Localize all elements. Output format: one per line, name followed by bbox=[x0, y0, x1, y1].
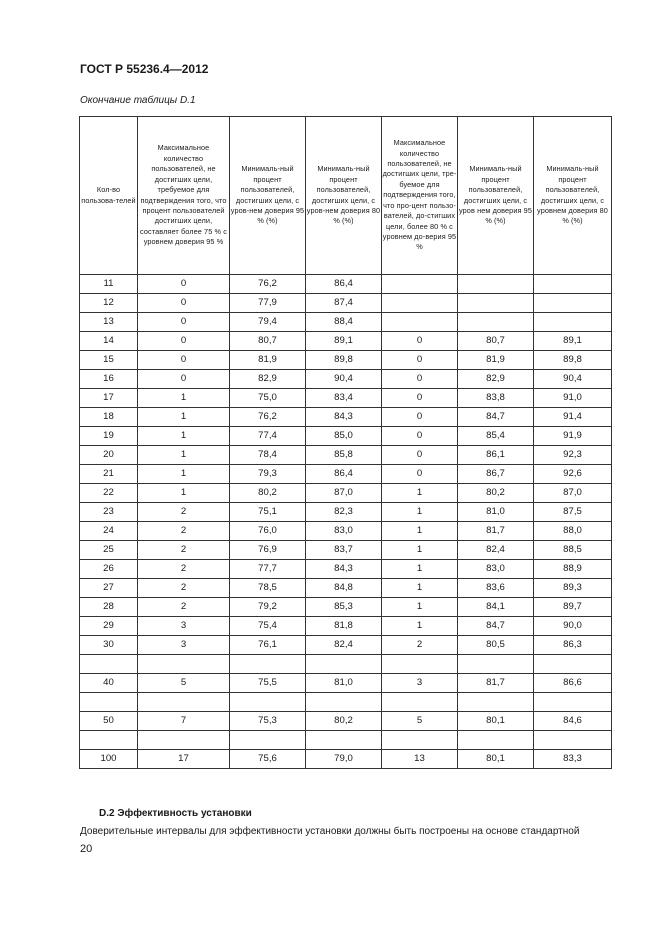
table-cell: 88,5 bbox=[534, 541, 612, 560]
table-cell: 2 bbox=[138, 560, 230, 579]
table-row bbox=[80, 503, 612, 522]
table-cell bbox=[458, 693, 534, 712]
table-cell bbox=[534, 313, 612, 332]
table-cell: 2 bbox=[138, 503, 230, 522]
table-cell bbox=[138, 693, 230, 712]
table-cell: 3 bbox=[138, 617, 230, 636]
table-row bbox=[80, 693, 612, 712]
table-row bbox=[80, 484, 612, 503]
data-table bbox=[79, 116, 612, 769]
table-cell: 0 bbox=[138, 294, 230, 313]
table-cell: 0 bbox=[382, 408, 458, 427]
table-cell: 18 bbox=[80, 408, 138, 427]
table-cell: 92,3 bbox=[534, 446, 612, 465]
table-cell bbox=[534, 275, 612, 294]
table-cell: 79,2 bbox=[230, 598, 306, 617]
table-cell: 81,0 bbox=[458, 503, 534, 522]
table-cell bbox=[534, 693, 612, 712]
table-cell: 100 bbox=[80, 750, 138, 769]
table-cell: 84,7 bbox=[458, 617, 534, 636]
table-cell: 87,0 bbox=[534, 484, 612, 503]
table-cell: 81,9 bbox=[230, 351, 306, 370]
table-caption: Окончание таблицы D.1 bbox=[80, 95, 196, 106]
table-cell: 75,4 bbox=[230, 617, 306, 636]
table-cell bbox=[458, 655, 534, 674]
table-cell: 50 bbox=[80, 712, 138, 731]
table-cell: 1 bbox=[382, 484, 458, 503]
table-cell: 89,8 bbox=[534, 351, 612, 370]
table-cell: 0 bbox=[382, 427, 458, 446]
table-cell: 83,7 bbox=[306, 541, 382, 560]
table-cell: 0 bbox=[382, 351, 458, 370]
table-cell: 92,6 bbox=[534, 465, 612, 484]
table-cell: 20 bbox=[80, 446, 138, 465]
document-code: ГОСТ Р 55236.4—2012 bbox=[80, 62, 209, 76]
table-cell bbox=[306, 731, 382, 750]
table-cell: 1 bbox=[382, 598, 458, 617]
table-cell: 0 bbox=[382, 332, 458, 351]
table-cell: 11 bbox=[80, 275, 138, 294]
table-cell bbox=[458, 294, 534, 313]
table-cell: 3 bbox=[138, 636, 230, 655]
table-cell: 75,5 bbox=[230, 674, 306, 693]
table-cell: 7 bbox=[138, 712, 230, 731]
table-row bbox=[80, 598, 612, 617]
table-cell: 77,7 bbox=[230, 560, 306, 579]
table-cell: 82,4 bbox=[306, 636, 382, 655]
table-cell: 87,4 bbox=[306, 294, 382, 313]
table-cell: 91,9 bbox=[534, 427, 612, 446]
table-row bbox=[80, 617, 612, 636]
table-cell: 83,0 bbox=[306, 522, 382, 541]
table-cell: 30 bbox=[80, 636, 138, 655]
table-cell: 86,1 bbox=[458, 446, 534, 465]
table-cell bbox=[80, 693, 138, 712]
table-cell: 79,3 bbox=[230, 465, 306, 484]
section-paragraph: Доверительные интервалы для эффективности установки должны быть построены на основе стандартной bbox=[80, 826, 580, 837]
table-row bbox=[80, 408, 612, 427]
table-cell: 1 bbox=[382, 503, 458, 522]
table-cell: 80,2 bbox=[230, 484, 306, 503]
table-cell: 1 bbox=[382, 579, 458, 598]
table-cell bbox=[382, 731, 458, 750]
table-cell: 1 bbox=[138, 427, 230, 446]
table-cell bbox=[382, 693, 458, 712]
page-number: 20 bbox=[80, 843, 93, 855]
table-cell: 0 bbox=[382, 446, 458, 465]
column-header: Минималь-ный процент пользователей, достигших цели, с уров нем доверия 95 % (%) bbox=[458, 117, 534, 275]
table-cell: 81,9 bbox=[458, 351, 534, 370]
table-cell: 25 bbox=[80, 541, 138, 560]
table-cell: 84,6 bbox=[534, 712, 612, 731]
table-cell: 77,4 bbox=[230, 427, 306, 446]
table-cell bbox=[534, 294, 612, 313]
table-cell: 88,0 bbox=[534, 522, 612, 541]
table-cell: 26 bbox=[80, 560, 138, 579]
table-cell: 2 bbox=[138, 522, 230, 541]
table-cell: 1 bbox=[382, 541, 458, 560]
table-cell: 80,7 bbox=[230, 332, 306, 351]
table-cell: 1 bbox=[382, 522, 458, 541]
table-cell: 14 bbox=[80, 332, 138, 351]
table-cell: 13 bbox=[382, 750, 458, 769]
table-cell: 79,4 bbox=[230, 313, 306, 332]
table-row bbox=[80, 712, 612, 731]
table-cell: 0 bbox=[138, 275, 230, 294]
table-cell: 81,8 bbox=[306, 617, 382, 636]
table-cell: 77,9 bbox=[230, 294, 306, 313]
table-row bbox=[80, 465, 612, 484]
table-cell bbox=[534, 731, 612, 750]
table-cell: 86,4 bbox=[306, 275, 382, 294]
table-row bbox=[80, 541, 612, 560]
table-cell: 83,3 bbox=[534, 750, 612, 769]
table-cell bbox=[382, 655, 458, 674]
table-cell: 75,6 bbox=[230, 750, 306, 769]
table-cell bbox=[138, 731, 230, 750]
table-cell: 27 bbox=[80, 579, 138, 598]
table-row bbox=[80, 370, 612, 389]
table-cell: 76,2 bbox=[230, 408, 306, 427]
table-cell: 81,7 bbox=[458, 522, 534, 541]
table-cell: 87,5 bbox=[534, 503, 612, 522]
table-cell bbox=[382, 313, 458, 332]
table-cell: 5 bbox=[138, 674, 230, 693]
table-cell: 82,9 bbox=[230, 370, 306, 389]
table-cell: 84,8 bbox=[306, 579, 382, 598]
table-cell bbox=[382, 294, 458, 313]
table-cell: 86,6 bbox=[534, 674, 612, 693]
table-cell: 0 bbox=[138, 370, 230, 389]
table-cell: 85,3 bbox=[306, 598, 382, 617]
table-row bbox=[80, 731, 612, 750]
table-cell: 83,6 bbox=[458, 579, 534, 598]
table-cell bbox=[458, 731, 534, 750]
column-header: Минималь-ный процент пользователей, достигших цели, с уровнем доверия 80 % (%) bbox=[534, 117, 612, 275]
table-cell: 24 bbox=[80, 522, 138, 541]
table-cell: 78,5 bbox=[230, 579, 306, 598]
table-cell: 82,3 bbox=[306, 503, 382, 522]
table-cell: 88,9 bbox=[534, 560, 612, 579]
table-cell: 85,0 bbox=[306, 427, 382, 446]
table-cell: 89,3 bbox=[534, 579, 612, 598]
table-cell: 82,4 bbox=[458, 541, 534, 560]
table-cell bbox=[138, 655, 230, 674]
table-cell: 76,2 bbox=[230, 275, 306, 294]
table-row bbox=[80, 427, 612, 446]
column-header: Максимальное количество пользователей, не достигших цели, требуемое для подтверждения того, что процент пользователей достигших цели, составляет более 75 % с уровнем доверия 95 % bbox=[138, 117, 230, 275]
table-cell: 80,7 bbox=[458, 332, 534, 351]
table-cell: 84,3 bbox=[306, 560, 382, 579]
column-header: Минималь-ный процент пользователей, достигших цели, с уров-нем доверия 95 % (%) bbox=[230, 117, 306, 275]
table-cell bbox=[80, 731, 138, 750]
table-cell: 3 bbox=[382, 674, 458, 693]
table-cell: 89,7 bbox=[534, 598, 612, 617]
table-cell: 29 bbox=[80, 617, 138, 636]
table-cell: 86,7 bbox=[458, 465, 534, 484]
table-cell bbox=[230, 655, 306, 674]
table-cell: 86,4 bbox=[306, 465, 382, 484]
column-header: Минималь-ный процент пользователей, достигших цели, с уров-нем доверия 80 % (%) bbox=[306, 117, 382, 275]
table-cell: 80,2 bbox=[458, 484, 534, 503]
table-cell: 2 bbox=[138, 541, 230, 560]
table-cell: 90,4 bbox=[534, 370, 612, 389]
table-row bbox=[80, 636, 612, 655]
table-cell bbox=[306, 655, 382, 674]
table-cell bbox=[230, 693, 306, 712]
table-cell: 12 bbox=[80, 294, 138, 313]
table-row bbox=[80, 294, 612, 313]
table-cell: 76,1 bbox=[230, 636, 306, 655]
table-cell: 17 bbox=[138, 750, 230, 769]
table-cell: 81,7 bbox=[458, 674, 534, 693]
table-row bbox=[80, 313, 612, 332]
table-row bbox=[80, 579, 612, 598]
table-row bbox=[80, 674, 612, 693]
table-cell: 1 bbox=[138, 408, 230, 427]
table-row bbox=[80, 522, 612, 541]
table-cell: 0 bbox=[138, 351, 230, 370]
table-cell: 22 bbox=[80, 484, 138, 503]
table-cell bbox=[230, 731, 306, 750]
table-cell: 83,8 bbox=[458, 389, 534, 408]
table-cell: 86,3 bbox=[534, 636, 612, 655]
table-cell bbox=[458, 275, 534, 294]
table-cell: 13 bbox=[80, 313, 138, 332]
table-cell: 78,4 bbox=[230, 446, 306, 465]
table-cell: 75,3 bbox=[230, 712, 306, 731]
table-cell: 1 bbox=[382, 560, 458, 579]
table-row bbox=[80, 560, 612, 579]
table-cell bbox=[306, 693, 382, 712]
table-cell: 16 bbox=[80, 370, 138, 389]
table-cell: 0 bbox=[382, 389, 458, 408]
table-cell: 85,8 bbox=[306, 446, 382, 465]
table-cell: 2 bbox=[382, 636, 458, 655]
table-cell: 84,3 bbox=[306, 408, 382, 427]
column-header: Максимальное количество пользователей, не достигших цели, тре-буемое для подтверждения того, что про-цент пользо-вателей, до-стигших цели, более 80 % с уровнем до-верия 95 % bbox=[382, 117, 458, 275]
table-cell: 81,0 bbox=[306, 674, 382, 693]
table-cell: 85,4 bbox=[458, 427, 534, 446]
table-cell: 83,0 bbox=[458, 560, 534, 579]
table-cell: 40 bbox=[80, 674, 138, 693]
table-cell: 0 bbox=[138, 332, 230, 351]
table-row bbox=[80, 446, 612, 465]
table-cell: 17 bbox=[80, 389, 138, 408]
table-cell bbox=[80, 655, 138, 674]
table-cell: 80,2 bbox=[306, 712, 382, 731]
table-cell: 1 bbox=[138, 484, 230, 503]
table-cell: 2 bbox=[138, 579, 230, 598]
table-body bbox=[80, 275, 612, 769]
table-cell: 2 bbox=[138, 598, 230, 617]
table-cell: 1 bbox=[138, 446, 230, 465]
table-cell: 89,1 bbox=[534, 332, 612, 351]
table-row bbox=[80, 275, 612, 294]
table-cell: 23 bbox=[80, 503, 138, 522]
table-cell: 0 bbox=[382, 465, 458, 484]
table-cell: 76,0 bbox=[230, 522, 306, 541]
table-row bbox=[80, 389, 612, 408]
table-cell: 91,0 bbox=[534, 389, 612, 408]
table-cell: 90,4 bbox=[306, 370, 382, 389]
table-cell: 19 bbox=[80, 427, 138, 446]
table-cell: 80,5 bbox=[458, 636, 534, 655]
table-cell bbox=[534, 655, 612, 674]
table-cell: 84,1 bbox=[458, 598, 534, 617]
table-row bbox=[80, 332, 612, 351]
table-cell: 1 bbox=[138, 389, 230, 408]
table-cell: 15 bbox=[80, 351, 138, 370]
table-header-row bbox=[80, 117, 612, 275]
table-cell: 87,0 bbox=[306, 484, 382, 503]
table-row bbox=[80, 351, 612, 370]
table-cell: 89,1 bbox=[306, 332, 382, 351]
table-cell: 75,0 bbox=[230, 389, 306, 408]
column-header: Кол-во пользова-телей bbox=[80, 117, 138, 275]
table-cell: 91,4 bbox=[534, 408, 612, 427]
table-cell: 80,1 bbox=[458, 712, 534, 731]
table-cell: 88,4 bbox=[306, 313, 382, 332]
table-cell: 0 bbox=[382, 370, 458, 389]
table-cell: 75,1 bbox=[230, 503, 306, 522]
table-cell bbox=[382, 275, 458, 294]
table-cell: 90,0 bbox=[534, 617, 612, 636]
table-cell: 83,4 bbox=[306, 389, 382, 408]
table-cell: 5 bbox=[382, 712, 458, 731]
table-cell: 79,0 bbox=[306, 750, 382, 769]
table-cell: 82,9 bbox=[458, 370, 534, 389]
table-cell: 0 bbox=[138, 313, 230, 332]
section-title: D.2 Эффективность установки bbox=[99, 808, 252, 819]
table-cell: 76,9 bbox=[230, 541, 306, 560]
table-cell bbox=[458, 313, 534, 332]
table-cell: 1 bbox=[138, 465, 230, 484]
table-cell: 1 bbox=[382, 617, 458, 636]
table-row bbox=[80, 655, 612, 674]
table-cell: 28 bbox=[80, 598, 138, 617]
table-cell: 84,7 bbox=[458, 408, 534, 427]
table-cell: 80,1 bbox=[458, 750, 534, 769]
table-row bbox=[80, 750, 612, 769]
table-cell: 21 bbox=[80, 465, 138, 484]
table-cell: 89,8 bbox=[306, 351, 382, 370]
